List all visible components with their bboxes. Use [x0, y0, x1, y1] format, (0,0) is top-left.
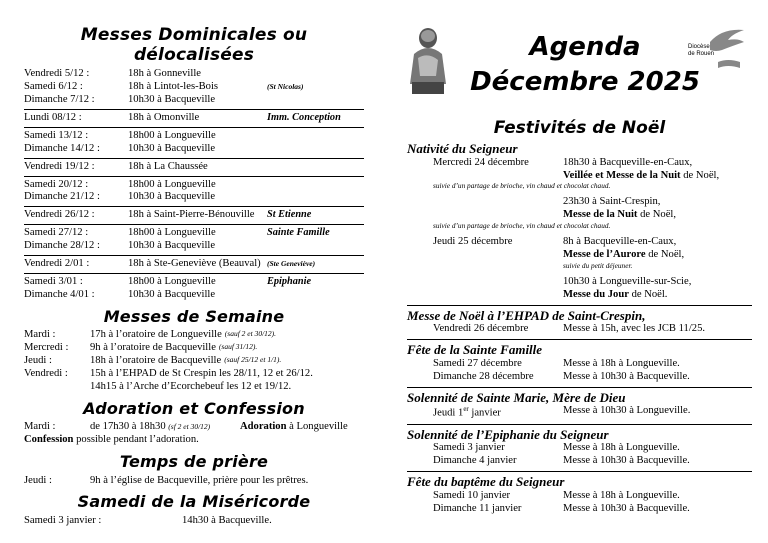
nativite-section [407, 141, 752, 516]
logo-line2: de Rouen [688, 50, 715, 57]
nativite-note3: suivie du petit déjeuner. [563, 260, 633, 270]
schedule-time-place: 10h30 à Bacqueville [128, 289, 216, 300]
feast-row [407, 358, 752, 371]
weekday-note: (sauf 31/12). [218, 342, 258, 352]
feast-date: Dimanche 4 janvier [433, 455, 517, 467]
schedule-time-place: 18h00 à Longueville [128, 178, 216, 190]
weekday-text: 14h15 à l’Arche d’Ecorchebeuf les 12 et 19/12. [90, 381, 292, 392]
weekday-note: (sauf 2 et 30/12). [224, 329, 277, 339]
logo-line1: Diocèse [688, 44, 710, 50]
agenda-title-line2: Décembre 2025 [470, 67, 700, 98]
schedule-date: Vendredi 2/01 : [24, 258, 90, 270]
feast-row [407, 371, 752, 384]
feast-mass: Messe à 10h30 à Bacqueville. [563, 370, 690, 382]
feast-mass: Messe à 10h30 à Bacqueville. [563, 502, 690, 514]
agenda-title [460, 30, 710, 100]
misericorde-row [24, 515, 364, 528]
weekday-day [24, 381, 90, 394]
epiphanie-list [407, 442, 752, 468]
feast-row [407, 455, 752, 468]
feast-date: Samedi 27 décembre [433, 357, 522, 369]
schedule-time-place: 10h30 à Bacqueville [128, 240, 216, 252]
schedule-feast: Imm. Conception [267, 111, 341, 123]
aurore-rest: de Noël, [645, 248, 685, 260]
schedule-time-place: 18h à La Chaussée [128, 160, 208, 172]
schedule-time-place: 18h00 à Longueville [128, 129, 216, 141]
schedule-row [24, 127, 364, 143]
feast-row [407, 442, 752, 455]
nativite-merc-date: Mercredi 24 décembre [433, 156, 529, 168]
misericorde-day: Samedi 3 janvier : [24, 514, 102, 526]
ehpad-title: Messe de Noël à l’EHPAD de Saint-Crespin, [407, 307, 646, 323]
weekday-row [24, 381, 364, 394]
ehpad-date: Vendredi 26 décembre [433, 323, 529, 335]
schedule-feast: Sainte Famille [267, 227, 330, 239]
semaine-title: Messes de Semaine [103, 306, 285, 326]
nativite-note1: suivie d’un partage de brioche, vin chaud et chocolat chaud. [433, 181, 611, 191]
aurore-t1: 8h à Bacqueville-en-Caux, [563, 236, 677, 248]
divider [407, 305, 752, 306]
adoration-title: Adoration et Confession [83, 398, 305, 418]
weekday-row [24, 329, 364, 342]
jour-rest: de Noël. [628, 288, 668, 300]
epiphanie-title: Solennité de l’Epiphanie du Seigneur [407, 426, 609, 442]
schedule-time-place: 18h à Ste-Geneviève (Beauval) [128, 258, 261, 270]
schedule-date: Samedi 6/12 : [24, 81, 83, 93]
feast-row [407, 503, 752, 516]
jour-label: Messe du Jour [563, 288, 629, 300]
schedule-row [24, 224, 364, 240]
nuit-rest: de Noël, [637, 209, 676, 221]
bapteme-title: Fête du baptême du Seigneur [407, 474, 565, 490]
feast-date: Dimanche 11 janvier [433, 502, 522, 514]
feast-date: Dimanche 28 décembre [433, 370, 534, 382]
nativite-note2: suivie d’un partage de brioche, vin chaud et chocolat chaud. [433, 221, 611, 231]
priere-day: Jeudi : [24, 474, 52, 486]
schedule-feast: (St Nicolas) [267, 82, 304, 92]
weekday-day: Mardi : [24, 329, 56, 341]
adoration-label: Adoration [240, 421, 287, 433]
weekday-day: Vendredi : [24, 368, 68, 380]
schedule-date: Dimanche 28/12 : [24, 240, 100, 252]
divider [407, 387, 752, 388]
adoration-note: (sf 2 et 30/12) [168, 422, 211, 432]
aurore-label: Messe de l’Aurore [563, 248, 646, 260]
confession-label: Confession [24, 434, 74, 446]
schedule-date: Samedi 13/12 : [24, 129, 89, 141]
schedule-date: Lundi 08/12 : [24, 111, 82, 123]
schedule-date: Dimanche 7/12 : [24, 93, 95, 105]
festivites-title: Festivités de Noël [493, 118, 666, 138]
jour-t1: 10h30 à Longueville-sur-Scie, [563, 275, 692, 287]
schedule-date: Vendredi 26/12 : [24, 209, 95, 221]
schedule-row [24, 240, 364, 253]
divider [407, 424, 752, 425]
schedule-time-place: 18h à Gonneville [128, 68, 201, 80]
feast-mass: Messe à 10h30 à Bacqueville. [563, 455, 690, 467]
weekday-day: Jeudi : [24, 355, 52, 367]
left-column [24, 26, 364, 528]
schedule-row [24, 109, 364, 125]
divider [407, 339, 752, 340]
nativite-jeudi-date: Jeudi 25 décembre [433, 236, 513, 248]
famille-list [407, 358, 752, 384]
marie-date: Jeudi 1 [433, 407, 464, 419]
weekday-text: 9h à l’oratoire de Bacqueville [90, 342, 216, 354]
schedule-row [24, 206, 364, 222]
dominicales-list [24, 68, 364, 302]
veillee-label: Veillée et Messe de la Nuit [563, 169, 681, 181]
schedule-date: Samedi 20/12 : [24, 178, 89, 190]
schedule-row [24, 273, 364, 289]
dominicales-title: Messes Dominicales ou délocalisées [80, 25, 308, 65]
adoration-time: de 17h30 à 18h30 [90, 421, 166, 433]
adoration-day: Mardi : [24, 421, 56, 433]
schedule-date: Vendredi 19/12 : [24, 160, 95, 172]
bapteme-list [407, 490, 752, 516]
schedule-row [24, 176, 364, 192]
schedule-row [24, 68, 364, 81]
schedule-date: Vendredi 5/12 : [24, 68, 90, 80]
confession-text: possible pendant l’adoration. [73, 434, 199, 446]
nativite-merc-t1: 18h30 à Bacqueville-en-Caux, [563, 156, 693, 168]
ehpad-text: Messe à 15h, avec les JCB 11/25. [563, 323, 706, 335]
weekday-text: 18h à l’oratoire de Bacqueville [90, 355, 222, 367]
schedule-date: Samedi 3/01 : [24, 276, 83, 288]
adoration-place: à Longueville [286, 421, 348, 433]
schedule-date: Dimanche 4/01 : [24, 289, 95, 300]
nuit-label: Messe de la Nuit [563, 209, 638, 221]
misericorde-title: Samedi de la Miséricorde [77, 492, 311, 512]
adoration-block [24, 421, 364, 447]
weekday-note: (sauf 25/12 et 1/1). [224, 355, 282, 365]
nativite-title: Nativité du Seigneur [407, 141, 518, 156]
schedule-time-place: 18h à Lintot-les-Bois [128, 81, 219, 93]
schedule-time-place: 10h30 à Bacqueville [128, 93, 216, 105]
schedule-time-place: 18h à Saint-Pierre-Bénouville [128, 209, 255, 221]
weekday-text: 17h à l’oratoire de Longueville [90, 329, 222, 341]
diocese-logo [688, 24, 748, 74]
feast-mass: Messe à 18h à Longueville. [563, 489, 680, 501]
schedule-feast: (Ste Geneviève) [267, 259, 316, 269]
schedule-date: Dimanche 21/12 : [24, 191, 100, 203]
crespin-t1: 23h30 à Saint-Crespin, [563, 196, 661, 208]
weekday-row [24, 368, 364, 381]
marie-date-month: janvier [468, 407, 501, 419]
schedule-feast: St Etienne [267, 209, 312, 221]
schedule-time-place: 18h00 à Longueville [128, 227, 216, 239]
priere-text: 9h à l’église de Bacqueville, prière pour les prêtres. [90, 474, 309, 486]
schedule-time-place: 10h30 à Bacqueville [128, 191, 216, 203]
schedule-date: Dimanche 14/12 : [24, 142, 100, 154]
misericorde-text: 14h30 à Bacqueville. [182, 514, 272, 526]
schedule-time-place: 18h à Omonville [128, 111, 200, 123]
schedule-date: Samedi 27/12 : [24, 227, 89, 239]
feast-row [407, 490, 752, 503]
schedule-row [24, 255, 364, 271]
marie-date-sup: er [463, 405, 469, 414]
schedule-row [24, 289, 364, 302]
famille-title: Fête de la Sainte Famille [407, 342, 543, 358]
divider [407, 471, 752, 472]
schedule-row [24, 81, 364, 94]
feast-date: Samedi 3 janvier [433, 442, 505, 454]
feast-mass: Messe à 18h à Longueville. [563, 442, 680, 454]
schedule-feast: Epiphanie [267, 276, 312, 288]
schedule-time-place: 18h00 à Longueville [128, 276, 216, 288]
priere-title: Temps de prière [119, 452, 269, 472]
weekday-text: 15h à l’EHPAD de St Crespin les 28/11, 12 et 26/12. [90, 368, 313, 380]
saint-statue-image [406, 24, 450, 96]
weekday-day: Mercredi : [24, 342, 69, 354]
marie-text: Messe à 10h30 à Longueville. [563, 405, 691, 417]
feast-date: Samedi 10 janvier [433, 489, 511, 501]
feast-mass: Messe à 18h à Longueville. [563, 357, 680, 369]
schedule-row [24, 143, 364, 156]
priere-row [24, 475, 364, 488]
schedule-row [24, 191, 364, 204]
agenda-title-line1: Agenda [529, 32, 641, 62]
veillee-rest: de Noël, [680, 169, 720, 181]
weekday-row [24, 342, 364, 355]
schedule-row [24, 94, 364, 107]
schedule-time-place: 10h30 à Bacqueville [128, 142, 216, 154]
semaine-list [24, 329, 364, 394]
marie-title: Solennité de Sainte Marie, Mère de Dieu [407, 389, 626, 405]
schedule-row [24, 158, 364, 174]
weekday-row [24, 355, 364, 368]
